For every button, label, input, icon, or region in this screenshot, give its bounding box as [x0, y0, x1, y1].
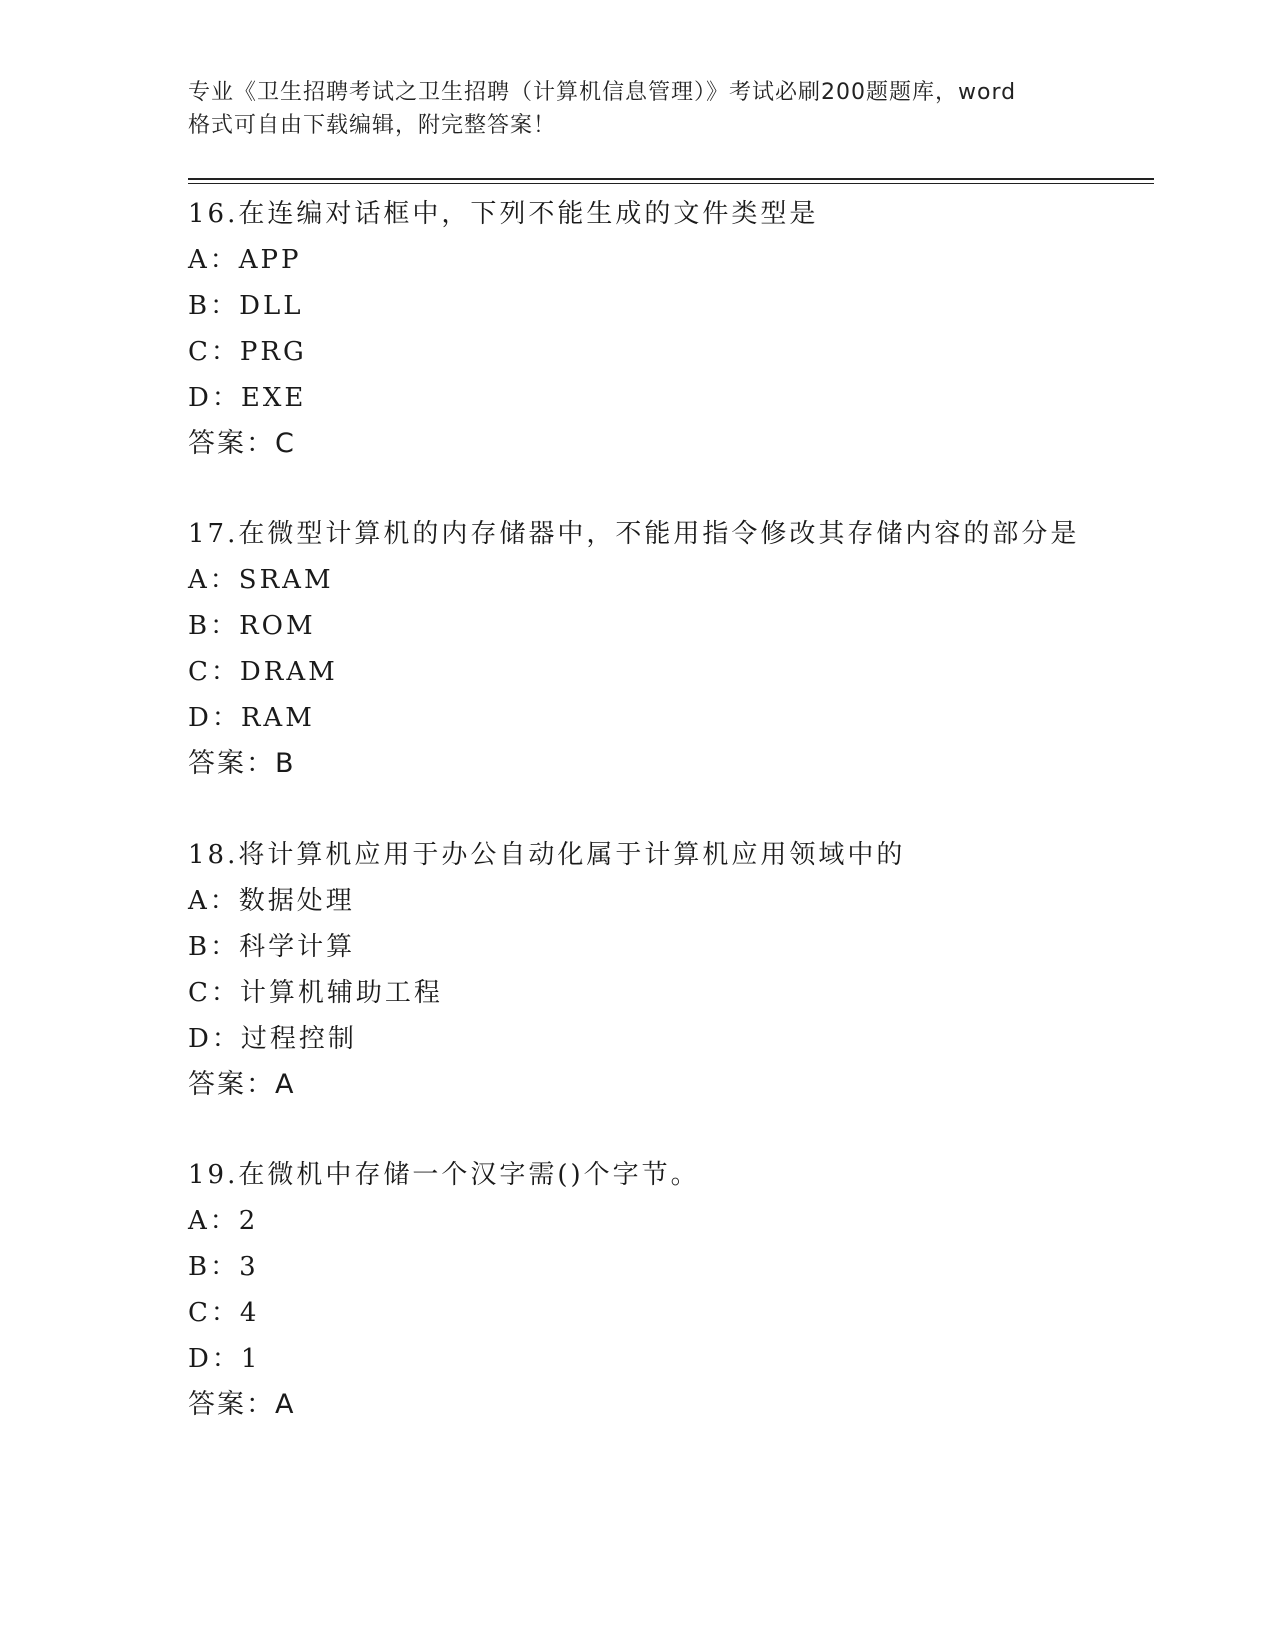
option-d: D：EXE	[188, 383, 307, 413]
header-line-2: 格式可自由下载编辑，附完整答案！	[188, 113, 557, 138]
option-b: B：3	[188, 1252, 259, 1282]
option-a: A：SRAM	[188, 565, 334, 595]
option-d: D：RAM	[188, 703, 315, 733]
option-d: D：过程控制	[188, 1024, 357, 1054]
answer: 答案：A	[188, 1069, 296, 1100]
question-17	[188, 511, 1154, 787]
question-stem: 17.在微型计算机的内存储器中，不能用指令修改其存储内容的部分是	[188, 519, 1080, 549]
option-b: B：ROM	[188, 611, 316, 641]
question-18	[188, 832, 1154, 1108]
question-stem: 16.在连编对话框中，下列不能生成的文件类型是	[188, 199, 819, 229]
document-header	[188, 76, 1088, 142]
option-a: A：2	[188, 1206, 259, 1236]
option-c: C：DRAM	[188, 657, 338, 687]
option-c: C：PRG	[188, 337, 307, 367]
answer: 答案：B	[188, 748, 296, 779]
option-a: A：数据处理	[188, 886, 355, 916]
option-a: A：APP	[188, 245, 302, 275]
question-19	[188, 1152, 1154, 1428]
question-16	[188, 191, 1154, 467]
header-line-1: 专业《卫生招聘考试之卫生招聘（计算机信息管理）》考试必刷200题题库，word	[188, 80, 1017, 105]
option-c: C：计算机辅助工程	[188, 978, 443, 1008]
question-stem: 19.在微机中存储一个汉字需()个字节。	[188, 1160, 700, 1190]
option-d: D：1	[188, 1344, 261, 1374]
option-b: B：DLL	[188, 291, 304, 321]
header-divider-thin	[188, 183, 1154, 184]
header-divider-thick	[188, 178, 1154, 180]
option-c: C：4	[188, 1298, 260, 1328]
answer: 答案：C	[188, 428, 296, 459]
option-b: B：科学计算	[188, 932, 356, 962]
question-stem: 18.将计算机应用于办公自动化属于计算机应用领域中的	[188, 840, 906, 870]
answer: 答案：A	[188, 1389, 296, 1420]
